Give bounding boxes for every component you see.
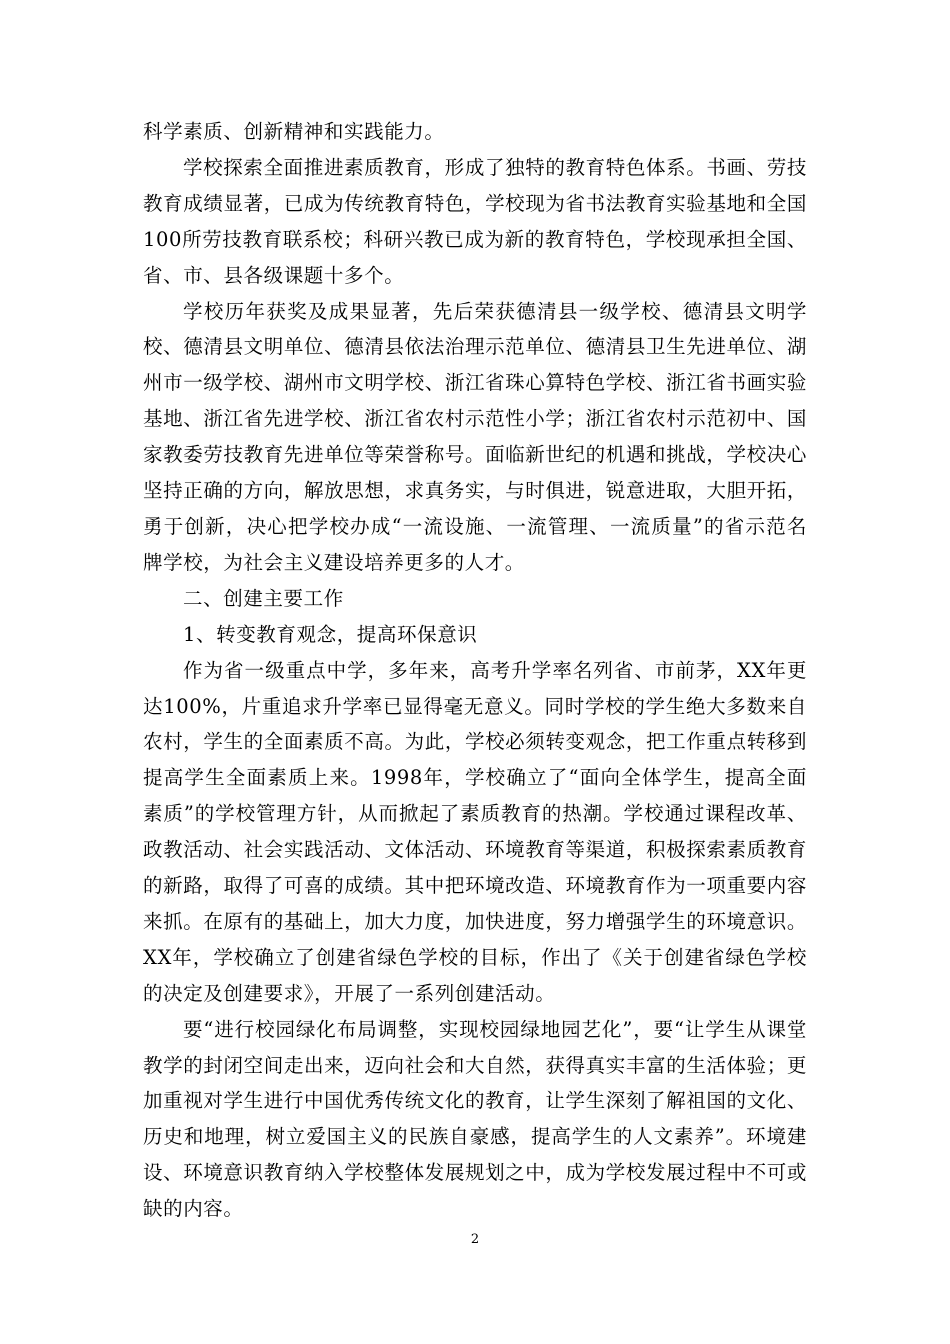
paragraph-4: 作为省一级重点中学，多年来，高考升学率名列省、市前茅，XX年更达100%，片重追求升学率已显得毫无意义。同时学校的学生绝大多数来自农村，学生的全面素质不高。为此，学校必须转变观念，把工作重点转移到提高学生全面素质上来。1998年，学校确立了“面向全体学生，提高全面素质”的学校管理方针，从而掀起了素质教育的热潮。学校通过课程改革、政教活动、社会实践活动、文体活动、环境教育等渠道，积极探索素质教育的新路，取得了可喜的成绩。其中把环境改造、环境教育作为一项重要内容来抓。在原有的基础上，加大力度，加快进度，努力增强学生的环境意识。XX年，学校确立了创建省绿色学校的目标，作出了《关于创建省绿色学校的决定及创建要求》，开展了一系列创建活动。 [143, 658, 807, 1005]
subsection-heading: 1、转变教育观念，提高环保意识 [183, 622, 478, 646]
page-number: 2 [470, 1232, 480, 1247]
paragraph-1: 科学素质、创新精神和实践能力。 [143, 120, 445, 143]
paragraph-5: 要“进行校园绿化布局调整，实现校园绿地园艺化”，要“让学生从课堂教学的封闭空间走出来，迈向社会和大自然，获得真实丰富的生活体验；更加重视对学生进行中国优秀传统文化的教育，让学生深刻了解祖国的文化、历史和地理，树立爱国主义的民族自豪感，提高学生的人文素养”。环境建设、环境意识教育纳入学校整体发展规划之中，成为学校发展过程中不可或缺的内容。 [143, 1017, 807, 1221]
section-heading: 二、创建主要工作 [183, 586, 344, 610]
paragraph-3: 学校历年获奖及成果显著，先后荣获德清县一级学校、德清县文明学校、德清县文明单位、德清县依法治理示范单位、德清县卫生先进单位、湖州市一级学校、湖州市文明学校、浙江省珠心算特色学校、浙江省书画实验基地、浙江省先进学校、浙江省农村示范性小学；浙江省农村示范初中、国家教委劳技教育先进单位等荣誉称号。面临新世纪的机遇和挑战，学校决心坚持正确的方向，解放思想，求真务实，与时俱进，锐意进取，大胆开拓，勇于创新，决心把学校办成“一流设施、一流管理、一流质量”的省示范名牌学校，为社会主义建设培养更多的人才。 [143, 299, 807, 574]
paragraph-2: 学校探索全面推进素质教育，形成了独特的教育特色体系。书画、劳技教育成绩显著，已成为传统教育特色，学校现为省书法教育实验基地和全国100所劳技教育联系校；科研兴教已成为新的教育特色，学校现承担全国、省、市、县各级课题十多个。 [143, 155, 807, 287]
document-body [143, 114, 807, 1227]
